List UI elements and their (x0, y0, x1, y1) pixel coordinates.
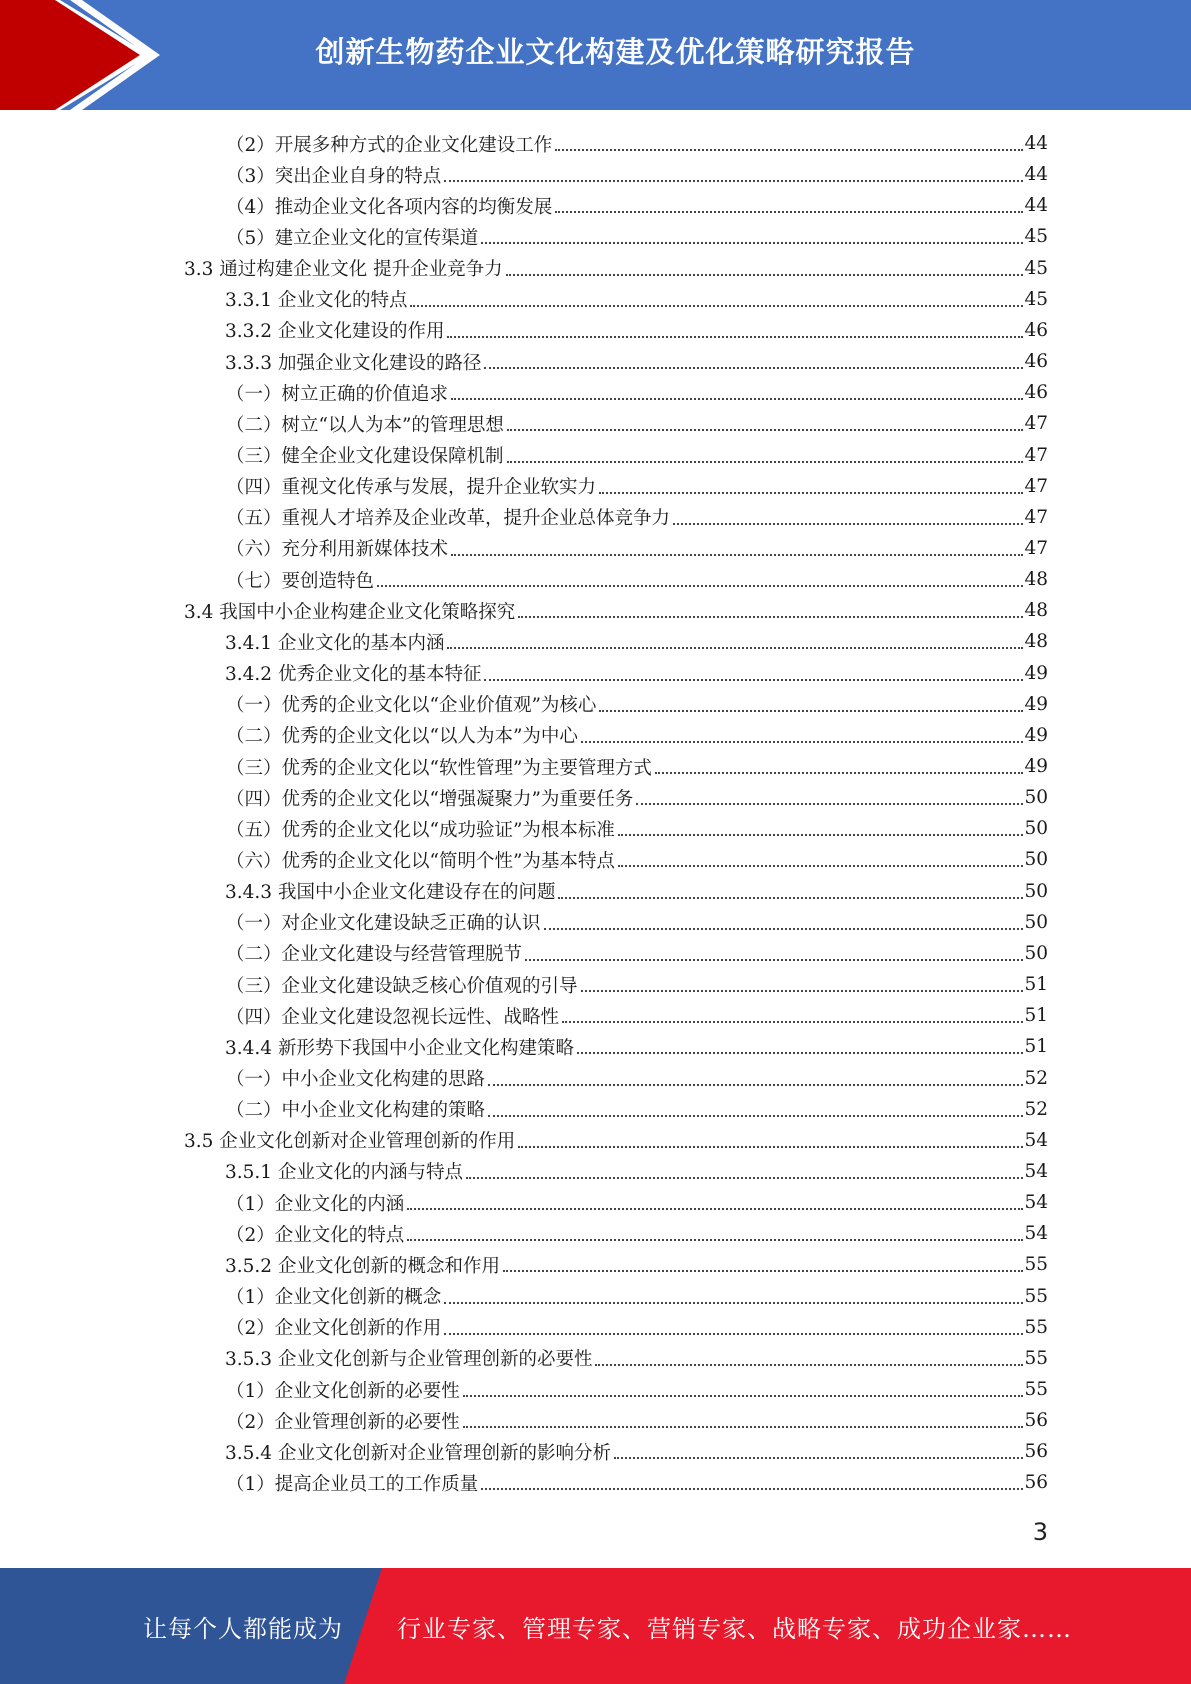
toc-entry-page: 47 (1024, 506, 1048, 528)
toc-dot-leader (525, 958, 1023, 961)
toc-entry-title: （二）企业文化建设与经营管理脱节 (226, 944, 523, 966)
toc-dot-leader (655, 771, 1024, 774)
toc-entry-title: 3.5.4 企业文化创新对企业管理创新的影响分析 (225, 1442, 611, 1464)
toc-entry-page: 47 (1024, 475, 1048, 497)
toc-entry[interactable] (226, 440, 1048, 471)
toc-entry-title: 3.3.3 加强企业文化建设的路径 (225, 352, 482, 374)
toc-entry-title: （五）优秀的企业文化以“成功验证”为根本标准 (226, 819, 615, 841)
toc-entry-page: 55 (1024, 1285, 1048, 1307)
toc-entry-page: 54 (1024, 1223, 1048, 1245)
toc-entry-page: 46 (1024, 351, 1048, 373)
toc-dot-leader (447, 335, 1023, 338)
toc-dot-leader (558, 896, 1023, 899)
toc-entry-title: （四）优秀的企业文化以“增强凝聚力”为重要任务 (226, 788, 634, 810)
toc-entry-title: （四）企业文化建设忽视长远性、战略性 (226, 1006, 560, 1028)
toc-entry-title: （二）优秀的企业文化以“以人为本”为中心 (226, 726, 578, 748)
toc-entry[interactable] (226, 1374, 1048, 1405)
toc-entry[interactable] (226, 844, 1048, 875)
toc-entry[interactable] (226, 782, 1048, 813)
toc-entry-title: （1）企业文化创新的概念 (226, 1287, 442, 1309)
toc-dot-leader (518, 1145, 1023, 1148)
toc-entry-page: 50 (1024, 787, 1048, 809)
toc-entry-page: 56 (1024, 1472, 1048, 1494)
toc-entry[interactable] (184, 1125, 1048, 1156)
footer-slogan-left: 让每个人都能成为 (143, 1614, 343, 1643)
toc-entry[interactable] (226, 564, 1048, 595)
toc-entry-page: 49 (1024, 756, 1048, 777)
toc-entry-title: （5）建立企业文化的宣传渠道 (226, 227, 479, 249)
toc-dot-leader (507, 428, 1024, 431)
toc-dot-leader (555, 210, 1023, 213)
toc-entry[interactable] (226, 907, 1048, 938)
toc-entry[interactable] (226, 533, 1048, 564)
toc-entry-title: （六）充分利用新媒体技术 (226, 539, 449, 561)
toc-dot-leader (488, 1083, 1023, 1086)
toc-entry-page: 45 (1024, 257, 1048, 279)
toc-dot-leader (562, 1020, 1023, 1023)
toc-entry-title: （三）健全企业文化建设保障机制 (226, 446, 504, 467)
toc-dot-leader (410, 304, 1023, 307)
toc-entry-title: （1）提高企业员工的工作质量 (226, 1473, 479, 1495)
toc-dot-leader (577, 1051, 1023, 1054)
toc-dot-leader (444, 1301, 1023, 1304)
toc-dot-leader (451, 397, 1023, 400)
toc-dot-leader (518, 615, 1023, 618)
toc-entry[interactable] (225, 1436, 1048, 1467)
toc-entry-page: 54 (1024, 1129, 1048, 1151)
toc-dot-leader (466, 1176, 1023, 1179)
toc-entry[interactable] (226, 1000, 1048, 1031)
toc-entry-page: 55 (1024, 1347, 1048, 1369)
toc-dot-leader (451, 553, 1023, 556)
toc-entry-page: 47 (1024, 413, 1048, 435)
toc-dot-leader (503, 1269, 1023, 1272)
toc-entry-page: 44 (1024, 133, 1048, 154)
toc-entry-page: 44 (1024, 164, 1048, 186)
toc-entry-title: （4）推动企业文化各项内容的均衡发展 (226, 196, 553, 218)
toc-entry-page: 50 (1024, 818, 1048, 840)
toc-dot-leader (555, 148, 1023, 151)
toc-entry-title: （2）企业管理创新的必要性 (226, 1411, 460, 1433)
toc-dot-leader (484, 366, 1023, 369)
toc-dot-leader (544, 927, 1024, 930)
toc-entry[interactable] (226, 408, 1048, 439)
toc-entry-title: （一）中小企业文化构建的思路 (226, 1069, 486, 1090)
toc-entry-page: 54 (1024, 1192, 1048, 1214)
toc-dot-leader (673, 522, 1023, 525)
toc-entry-title: 3.5.2 企业文化创新的概念和作用 (225, 1255, 500, 1277)
footer-slogan-right: 行业专家、管理专家、营销专家、战略专家、成功企业家…… (397, 1614, 1072, 1643)
toc-entry-title: （1）企业文化的内涵 (226, 1193, 405, 1215)
toc-dot-leader (377, 584, 1023, 587)
toc-entry-page: 56 (1024, 1441, 1048, 1463)
toc-entry[interactable] (226, 128, 1048, 159)
toc-entry[interactable] (226, 190, 1048, 221)
toc-entry[interactable] (226, 1467, 1048, 1498)
toc-dot-leader (506, 273, 1024, 276)
toc-entry[interactable] (225, 876, 1048, 907)
toc-entry-title: （五）重视人才培养及企业改革，提升企业总体竞争力 (226, 508, 671, 530)
toc-dot-leader (618, 864, 1024, 867)
toc-entry-page: 51 (1024, 1036, 1048, 1058)
toc-entry[interactable] (226, 720, 1048, 751)
toc-dot-leader (407, 1238, 1023, 1241)
toc-dot-leader (595, 1363, 1023, 1366)
toc-entry[interactable] (226, 689, 1048, 720)
toc-dot-leader (599, 709, 1023, 712)
toc-entry-page: 55 (1024, 1316, 1048, 1338)
page-header (0, 0, 1191, 110)
toc-entry-title: （2）开展多种方式的企业文化建设工作 (226, 134, 553, 156)
toc-entry-page: 50 (1024, 849, 1048, 871)
toc-entry[interactable] (225, 658, 1048, 689)
toc-entry-page: 56 (1024, 1410, 1048, 1432)
toc-entry-title: 3.4 我国中小企业构建企业文化策略探究 (184, 601, 516, 623)
toc-entry-page: 46 (1024, 382, 1048, 404)
toc-entry-page: 45 (1024, 226, 1048, 248)
toc-entry-page: 52 (1024, 1067, 1048, 1089)
toc-entry-title: 3.3 通过构建企业文化 提升企业竞争力 (184, 259, 503, 281)
toc-entry[interactable] (226, 1218, 1048, 1249)
toc-entry-title: 3.4.4 新形势下我国中小企业文化构建策略 (225, 1037, 574, 1059)
toc-entry-title: （1）企业文化创新的必要性 (226, 1380, 460, 1402)
toc-entry[interactable] (225, 315, 1048, 346)
toc-entry-page: 50 (1024, 880, 1048, 902)
toc-entry-title: （一）树立正确的价值追求 (226, 383, 449, 405)
page-number: 3 (1032, 1518, 1048, 1546)
toc-entry-page: 45 (1024, 288, 1048, 310)
toc-entry[interactable] (226, 471, 1048, 502)
toc-entry-page: 52 (1024, 1098, 1048, 1120)
page-footer (0, 1568, 1191, 1684)
toc-dot-leader (581, 989, 1024, 992)
toc-entry-title: （六）优秀的企业文化以“简明个性”为基本特点 (226, 850, 615, 872)
toc-dot-leader (599, 491, 1023, 494)
toc-entry-title: 3.5.1 企业文化的内涵与特点 (225, 1162, 463, 1184)
toc-entry-title: （二）树立“以人为本”的管理思想 (226, 414, 504, 436)
toc-dot-leader (481, 1487, 1023, 1490)
toc-entry-title: （四）重视文化传承与发展，提升企业软实力 (226, 477, 597, 499)
toc-entry[interactable] (226, 1063, 1048, 1094)
toc-entry[interactable] (226, 502, 1048, 533)
toc-entry[interactable] (226, 813, 1048, 844)
toc-entry-page: 49 (1024, 693, 1048, 715)
toc-entry-title: （二）中小企业文化构建的策略 (226, 1100, 486, 1122)
toc-entry-page: 49 (1024, 662, 1048, 684)
toc-dot-leader (444, 179, 1023, 182)
toc-dot-leader (614, 1456, 1023, 1459)
toc-entry[interactable] (226, 221, 1048, 252)
toc-entry-page: 55 (1024, 1254, 1048, 1276)
toc-entry-title: 3.5 企业文化创新对企业管理创新的作用 (184, 1131, 516, 1153)
toc-entry[interactable] (225, 1031, 1048, 1062)
toc-entry[interactable] (225, 1249, 1048, 1280)
toc-entry-title: 3.4.2 优秀企业文化的基本特征 (225, 664, 482, 686)
toc-dot-leader (484, 678, 1023, 681)
toc-entry-page: 55 (1024, 1379, 1048, 1400)
toc-entry[interactable] (225, 284, 1048, 315)
toc-entry[interactable] (226, 377, 1048, 408)
toc-entry-page: 46 (1024, 319, 1048, 341)
toc-dot-leader (463, 1394, 1024, 1397)
toc-entry-page: 50 (1024, 911, 1048, 933)
toc-dot-leader (507, 460, 1024, 463)
toc-entry-page: 51 (1024, 1005, 1048, 1027)
toc-entry-title: 3.4.3 我国中小企业文化建设存在的问题 (225, 882, 556, 904)
toc-entry-title: （三）优秀的企业文化以“软性管理”为主要管理方式 (226, 757, 652, 779)
toc-entry-page: 49 (1024, 724, 1048, 746)
toc-entry-title: （一）对企业文化建设缺乏正确的认识 (226, 913, 541, 935)
toc-entry-page: 48 (1024, 600, 1048, 622)
toc-dot-leader (481, 241, 1023, 244)
toc-entry-page: 48 (1024, 569, 1048, 591)
toc-entry-title: 3.4.1 企业文化的基本内涵 (225, 632, 445, 654)
toc-dot-leader (618, 833, 1024, 836)
toc-entry-page: 48 (1024, 631, 1048, 653)
toc-entry-title: 3.3.2 企业文化建设的作用 (225, 321, 445, 343)
toc-entry-page: 47 (1024, 537, 1048, 559)
toc-entry[interactable] (226, 1094, 1048, 1125)
toc-entry-page: 47 (1024, 444, 1048, 466)
toc-entry[interactable] (225, 1343, 1048, 1374)
report-title: 创新生物药企业文化构建及优化策略研究报告 (315, 34, 916, 69)
toc-dot-leader (488, 1114, 1023, 1117)
toc-entry[interactable] (226, 938, 1048, 969)
toc-entry-title: （3）突出企业自身的特点 (226, 165, 442, 187)
toc-entry-title: （七）要创造特色 (226, 570, 375, 592)
toc-entry-title: 3.5.3 企业文化创新与企业管理创新的必要性 (225, 1349, 593, 1371)
toc-entry[interactable] (225, 626, 1048, 657)
toc-entry-page: 51 (1024, 974, 1048, 996)
toc-entry[interactable] (226, 1281, 1048, 1312)
toc-dot-leader (407, 1207, 1023, 1210)
toc-entry-title: （2）企业文化的特点 (226, 1224, 405, 1246)
toc-entry[interactable] (226, 751, 1048, 782)
toc-dot-leader (636, 802, 1023, 805)
toc-entry-title: （一）优秀的企业文化以“企业价值观”为核心 (226, 695, 597, 717)
toc-entry-title: （2）企业文化创新的作用 (226, 1318, 442, 1340)
toc-entry[interactable] (226, 969, 1048, 1000)
toc-entry[interactable] (225, 346, 1048, 377)
toc-entry-title: （三）企业文化建设缺乏核心价值观的引导 (226, 975, 578, 997)
toc-entry-page: 54 (1024, 1160, 1048, 1182)
toc-entry-page: 44 (1024, 195, 1048, 217)
toc-dot-leader (463, 1425, 1024, 1428)
toc-entry-page: 50 (1024, 942, 1048, 964)
toc-entry-title: 3.3.1 企业文化的特点 (225, 290, 408, 312)
toc-entry[interactable] (226, 1312, 1048, 1343)
toc-entry[interactable] (184, 595, 1048, 626)
toc-entry[interactable] (184, 253, 1048, 284)
toc-dot-leader (581, 740, 1024, 743)
toc-entry[interactable] (226, 1187, 1048, 1218)
toc-dot-leader (444, 1332, 1023, 1335)
toc-entry[interactable] (226, 1405, 1048, 1436)
toc-dot-leader (447, 646, 1023, 649)
toc-entry[interactable] (226, 159, 1048, 190)
toc-entry[interactable] (225, 1156, 1048, 1187)
